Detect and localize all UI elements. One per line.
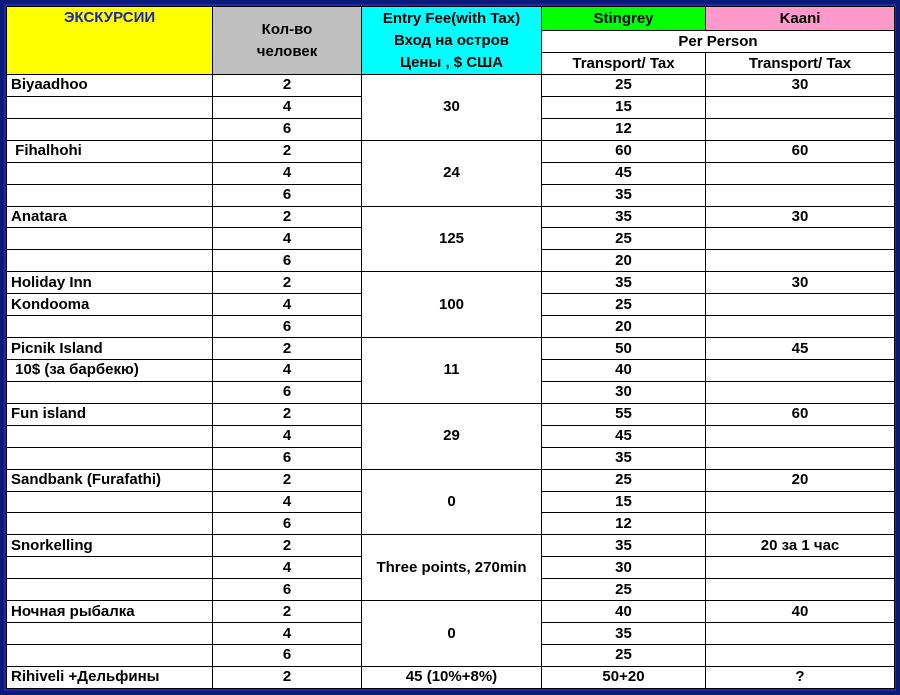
excursion-name-cell: [7, 118, 213, 140]
stingrey-price-cell: 55: [542, 403, 706, 425]
people-count-cell: 6: [213, 184, 362, 206]
excursion-name-cell: Picnik Island: [7, 338, 213, 360]
kaani-price-cell: [706, 250, 895, 272]
excursion-name-cell: [7, 228, 213, 250]
excursion-name-cell: Fun island: [7, 403, 213, 425]
kaani-price-cell: [706, 513, 895, 535]
kaani-price-cell: [706, 425, 895, 447]
people-count-cell: 4: [213, 96, 362, 118]
people-count-cell: 2: [213, 535, 362, 557]
table-row: [7, 601, 895, 623]
people-count-cell: 6: [213, 250, 362, 272]
people-count-cell: 4: [213, 162, 362, 184]
excursion-name-cell: [7, 623, 213, 645]
excursion-name-cell: 10$ (за барбекю): [7, 359, 213, 381]
people-count-cell: 6: [213, 579, 362, 601]
stingrey-price-cell: 35: [542, 184, 706, 206]
excursion-name-cell: Fihalhohi: [7, 140, 213, 162]
kaani-price-cell: [706, 294, 895, 316]
people-count-cell: 4: [213, 623, 362, 645]
stingrey-price-cell: 50: [542, 338, 706, 360]
stingrey-price-cell: 12: [542, 118, 706, 140]
kaani-price-cell: [706, 491, 895, 513]
kaani-price-cell: 60: [706, 140, 895, 162]
stingrey-price-cell: 40: [542, 359, 706, 381]
stingrey-price-cell: 30: [542, 381, 706, 403]
table-row: [7, 403, 895, 425]
stingrey-price-cell: 20: [542, 250, 706, 272]
excursion-name-cell: Kondooma: [7, 294, 213, 316]
people-count-cell: 4: [213, 294, 362, 316]
excursions-price-table: [6, 6, 895, 689]
header-people-count: Кол-во человек: [213, 7, 362, 75]
excursion-name-cell: Ночная рыбалка: [7, 601, 213, 623]
kaani-price-cell: [706, 184, 895, 206]
stingrey-price-cell: 30: [542, 557, 706, 579]
stingrey-price-cell: 25: [542, 228, 706, 250]
excursion-name-cell: [7, 447, 213, 469]
people-count-cell: 4: [213, 359, 362, 381]
kaani-price-cell: [706, 316, 895, 338]
people-count-cell: 2: [213, 140, 362, 162]
kaani-price-cell: 20: [706, 469, 895, 491]
table-frame: [4, 4, 896, 691]
kaani-price-cell: [706, 644, 895, 666]
stingrey-price-cell: 35: [542, 206, 706, 228]
stingrey-price-cell: 25: [542, 579, 706, 601]
kaani-price-cell: [706, 96, 895, 118]
people-count-cell: 2: [213, 403, 362, 425]
entry-fee-cell: Three points, 270min: [362, 535, 542, 601]
entry-fee-cell: 0: [362, 469, 542, 535]
stingrey-price-cell: 12: [542, 513, 706, 535]
kaani-price-cell: [706, 162, 895, 184]
header-kaani: Kaani: [706, 7, 895, 31]
people-count-cell: 4: [213, 425, 362, 447]
header-excursions: ЭКСКУРСИИ: [7, 7, 213, 75]
excursion-name-cell: [7, 184, 213, 206]
excursion-name-cell: [7, 250, 213, 272]
excursion-name-cell: Biyaadhoo: [7, 75, 213, 97]
stingrey-price-cell: 45: [542, 162, 706, 184]
table-row: [7, 338, 895, 360]
header-stingrey-transport-tax: Transport/ Tax: [542, 53, 706, 75]
kaani-price-cell: [706, 359, 895, 381]
table-row: [7, 535, 895, 557]
people-count-cell: 4: [213, 228, 362, 250]
stingrey-price-cell: 40: [542, 601, 706, 623]
stingrey-price-cell: 35: [542, 623, 706, 645]
entry-fee-cell: 11: [362, 338, 542, 404]
people-count-cell: 6: [213, 118, 362, 140]
stingrey-price-cell: 60: [542, 140, 706, 162]
kaani-price-cell: 30: [706, 75, 895, 97]
kaani-price-cell: 30: [706, 272, 895, 294]
last-stingrey-price-cell: 50+20: [542, 666, 706, 688]
stingrey-price-cell: 25: [542, 469, 706, 491]
excursion-name-cell: [7, 557, 213, 579]
stingrey-price-cell: 35: [542, 272, 706, 294]
people-count-cell: 4: [213, 491, 362, 513]
stingrey-price-cell: 15: [542, 491, 706, 513]
kaani-price-cell: 60: [706, 403, 895, 425]
stingrey-price-cell: 15: [542, 96, 706, 118]
people-count-cell: 2: [213, 272, 362, 294]
kaani-price-cell: 40: [706, 601, 895, 623]
excursion-name-cell: [7, 162, 213, 184]
excursion-name-cell: [7, 513, 213, 535]
stingrey-price-cell: 25: [542, 294, 706, 316]
people-count-cell: 6: [213, 316, 362, 338]
stingrey-price-cell: 45: [542, 425, 706, 447]
excursion-name-cell: Snorkelling: [7, 535, 213, 557]
excursion-name-cell: Anatara: [7, 206, 213, 228]
table-row: [7, 206, 895, 228]
table-row: [7, 140, 895, 162]
people-count-cell: 6: [213, 644, 362, 666]
excursion-name-cell: [7, 425, 213, 447]
people-count-cell: 2: [213, 338, 362, 360]
last-people-count-cell: 2: [213, 666, 362, 688]
stingrey-price-cell: 25: [542, 644, 706, 666]
excursion-name-cell: [7, 316, 213, 338]
people-count-cell: 2: [213, 75, 362, 97]
people-count-cell: 2: [213, 469, 362, 491]
kaani-price-cell: [706, 118, 895, 140]
people-count-cell: 2: [213, 206, 362, 228]
excursion-name-cell: [7, 96, 213, 118]
stingrey-price-cell: 35: [542, 447, 706, 469]
entry-fee-cell: 24: [362, 140, 542, 206]
kaani-price-cell: 45: [706, 338, 895, 360]
table-row: [7, 666, 895, 688]
kaani-price-cell: [706, 579, 895, 601]
kaani-price-cell: 30: [706, 206, 895, 228]
header-per-person: Per Person: [542, 31, 895, 53]
kaani-price-cell: [706, 381, 895, 403]
entry-fee-cell: 29: [362, 403, 542, 469]
people-count-cell: 6: [213, 513, 362, 535]
people-count-cell: 6: [213, 381, 362, 403]
entry-fee-cell: 30: [362, 75, 542, 141]
excursion-name-cell: [7, 381, 213, 403]
people-count-cell: 4: [213, 557, 362, 579]
stingrey-price-cell: 35: [542, 535, 706, 557]
entry-fee-cell: 125: [362, 206, 542, 272]
table-body: [7, 75, 895, 689]
entry-fee-cell: 0: [362, 601, 542, 667]
last-entry-fee-cell: 45 (10%+8%): [362, 666, 542, 688]
people-count-cell: 2: [213, 601, 362, 623]
excursion-name-cell: [7, 579, 213, 601]
table-row: [7, 272, 895, 294]
kaani-price-cell: 20 за 1 час: [706, 535, 895, 557]
excursion-name-cell: Holiday Inn: [7, 272, 213, 294]
last-excursion-name-cell: Rihiveli +Дельфины: [7, 666, 213, 688]
stingrey-price-cell: 25: [542, 75, 706, 97]
table-row: [7, 469, 895, 491]
header-stingrey: Stingrey: [542, 7, 706, 31]
kaani-price-cell: [706, 447, 895, 469]
header-entry-fee: Entry Fee(with Tax) Вход на остров Цены , $ США: [362, 7, 542, 75]
excursion-name-cell: [7, 644, 213, 666]
excursion-name-cell: [7, 491, 213, 513]
header-kaani-transport-tax: Transport/ Tax: [706, 53, 895, 75]
table-row: [7, 75, 895, 97]
kaani-price-cell: [706, 623, 895, 645]
kaani-price-cell: [706, 228, 895, 250]
entry-fee-cell: 100: [362, 272, 542, 338]
people-count-cell: 6: [213, 447, 362, 469]
kaani-price-cell: [706, 557, 895, 579]
stingrey-price-cell: 20: [542, 316, 706, 338]
excursion-name-cell: Sandbank (Furafathi): [7, 469, 213, 491]
last-kaani-price-cell: ?: [706, 666, 895, 688]
